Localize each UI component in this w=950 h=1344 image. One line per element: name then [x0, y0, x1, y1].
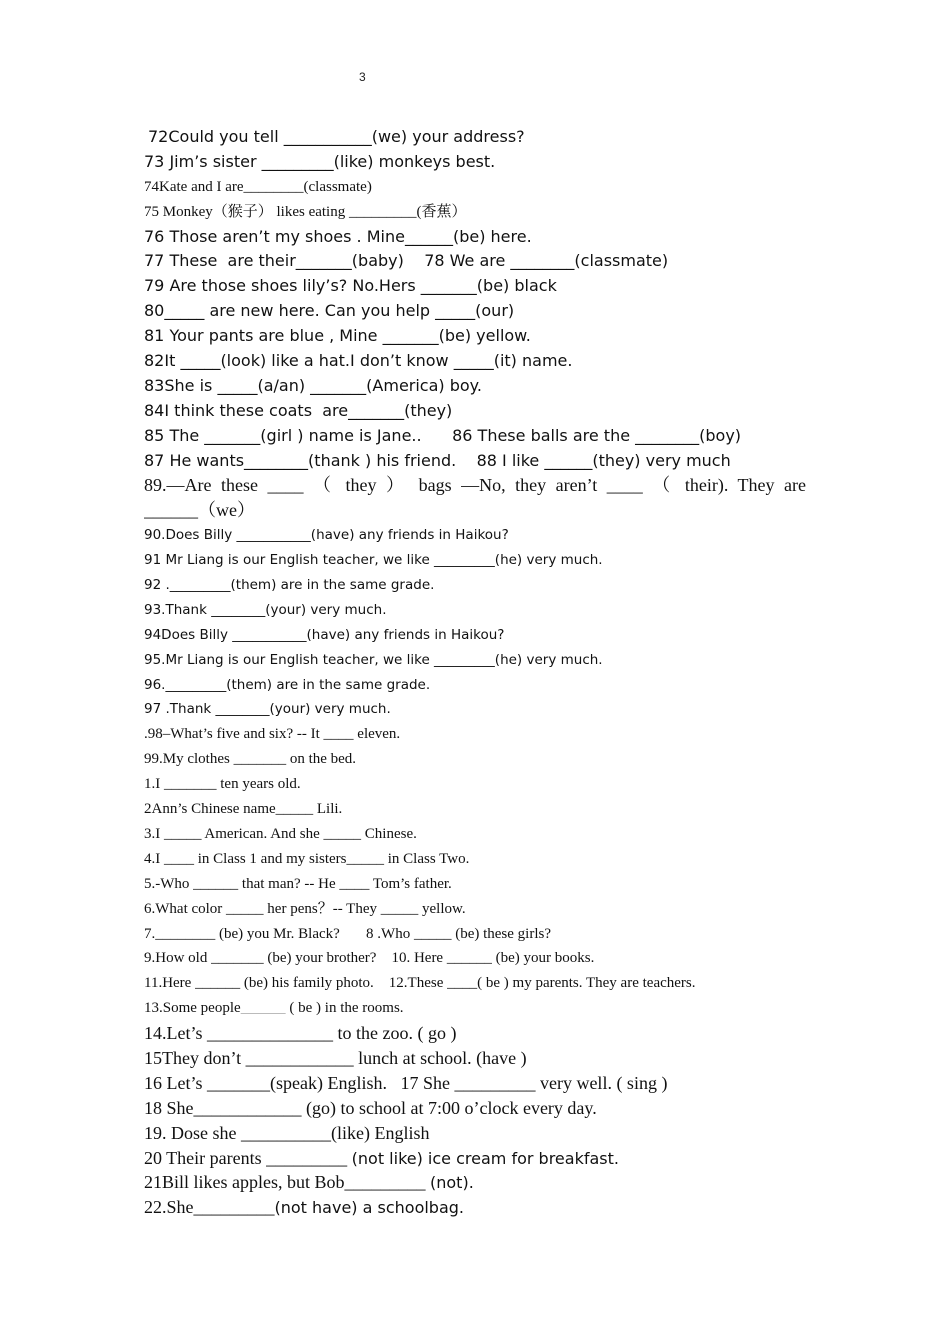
- exercise-line: 76 Those aren’t my shoes . Mine______(be) here.: [144, 226, 532, 246]
- exercise-line: 99.My clothes _______ on the bed.: [144, 751, 357, 768]
- exercise-list: [144, 125, 806, 1220]
- exercise-line: 14.Let’s ______________ to the zoo. ( go ): [144, 1023, 457, 1044]
- answer-blank: [241, 1000, 286, 1016]
- exercise-line: 93.Thank ________(your) very much.: [144, 601, 387, 618]
- exercise-line: 87 He wants________(thank ) his friend. 88 I like ______(they) very much: [144, 450, 731, 470]
- exercise-line: 79 Are those shoes lily’s? No.Hers _______(be) black: [144, 276, 557, 296]
- exercise-line: 11.Here ______ (be) his family photo. 12.These ____( be ) my parents. They are teachers.: [144, 975, 696, 992]
- exercise-line: 19. Dose she __________(like) English: [144, 1122, 430, 1143]
- exercise-text: (not).: [430, 1173, 474, 1193]
- exercise-line: 7.________ (be) you Mr. Black? 8 .Who _____ (be) these girls?: [144, 925, 551, 942]
- exercise-text: 20 Their parents _________: [144, 1147, 352, 1168]
- exercise-line: 92 ._________(them) are in the same grade.: [144, 577, 435, 594]
- exercise-line: 9.How old _______ (be) your brother? 10. Here ______ (be) your books.: [144, 950, 595, 967]
- exercise-line: [144, 1195, 806, 1220]
- exercise-line: 6.What color _____ her pens？-- They _____ yellow.: [144, 900, 466, 917]
- exercise-line: 84I think these coats are_______(they): [144, 400, 453, 420]
- exercise-text: (not like) ice cream for breakfast.: [351, 1148, 619, 1168]
- exercise-line: ______（we）: [144, 500, 255, 521]
- exercise-line: 72Could you tell ___________(we) your address?: [148, 127, 525, 146]
- exercise-line: 82It _____(look) like a hat.I don’t know _____(it) name.: [144, 351, 573, 371]
- exercise-text: 21Bill likes apples, but Bob_________: [144, 1172, 430, 1193]
- exercise-line: 16 Let’s _______(speak) English. 17 She _________ very well. ( sing ): [144, 1072, 668, 1093]
- exercise-line: 97 .Thank ________(your) very much.: [144, 701, 391, 718]
- exercise-line: 74Kate and I are________(classmate): [144, 178, 372, 195]
- exercise-line: 2Ann’s Chinese name_____ Lili.: [144, 801, 343, 818]
- exercise-line: 15They don’t ____________ lunch at school. (have ): [144, 1047, 527, 1068]
- exercise-line: 80_____ are new here. Can you help _____(our): [144, 301, 515, 321]
- exercise-line: 81 Your pants are blue , Mine _______(be) yellow.: [144, 326, 531, 346]
- exercise-line: 4.I ____ in Class 1 and my sisters_____ in Class Two.: [144, 850, 470, 867]
- exercise-line: 95.Mr Liang is our English teacher, we like _________(he) very much.: [144, 651, 603, 668]
- exercise-text: 13.Some people: [144, 1000, 241, 1017]
- exercise-line: 3.I _____ American. And she _____ Chinese.: [144, 825, 417, 842]
- exercise-line: 94Does Billy ___________(have) any friends in Haikou?: [144, 626, 505, 643]
- exercise-text: (not have) a schoolbag.: [274, 1198, 465, 1218]
- exercise-line: 18 She____________ (go) to school at 7:00 o’clock every day.: [144, 1097, 597, 1118]
- exercise-line: [144, 1146, 806, 1171]
- exercise-line: 91 Mr Liang is our English teacher, we like _________(he) very much.: [144, 552, 603, 569]
- exercise-line: 90.Does Billy ___________(have) any friends in Haikou?: [144, 527, 509, 544]
- exercise-line: 75 Monkey（猴子） likes eating _________(香蕉）: [144, 203, 467, 220]
- exercise-line: 96._________(them) are in the same grade.: [144, 676, 431, 693]
- exercise-line: 77 These are their_______(baby) 78 We are ________(classmate): [144, 251, 669, 271]
- exercise-line: 85 The _______(girl ) name is Jane.. 86 These balls are the ________(boy): [144, 425, 742, 445]
- exercise-text: 22.She_________: [144, 1197, 275, 1218]
- exercise-line: 83She is _____(a/an) _______(America) boy.: [144, 375, 482, 395]
- exercise-line: [144, 996, 806, 1021]
- exercise-line: [144, 1170, 806, 1195]
- exercise-line: .98–What’s five and six? -- It ____ eleven.: [144, 726, 401, 743]
- exercise-line: 1.I _______ ten years old.: [144, 776, 301, 793]
- exercise-line: 89.—Are these ____ （ they ） bags —No, they aren’t ____ （ their). They are: [144, 475, 806, 496]
- page-number: 3: [359, 70, 366, 84]
- exercise-text: ( be ) in the rooms.: [285, 1000, 404, 1017]
- exercise-line: 5.-Who ______ that man? -- He ____ Tom’s father.: [144, 875, 452, 892]
- exercise-line: 73 Jim’s sister _________(like) monkeys best.: [144, 151, 496, 171]
